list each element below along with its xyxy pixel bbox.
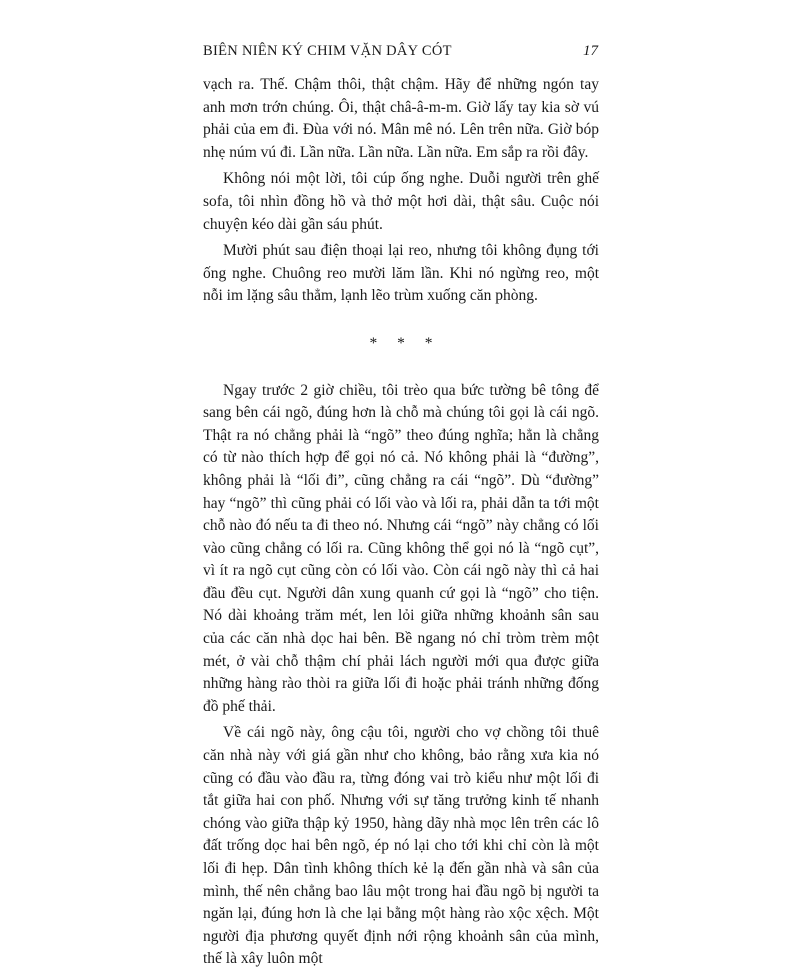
paragraph: vạch ra. Thế. Chậm thôi, thật chậm. Hãy để những ngón tay anh mơn trớn chúng. Ôi, thật châ-â-m-m. Giờ lấy tay kia sờ vú phải của em đi. Đùa với nó. Mân mê nó. Lên trên nữa. Giờ bóp nhẹ núm vú đi. Lần nữa. Lần nữa. Lần nữa. Em sắp ra rồi đây.: [203, 76, 599, 161]
book-title-header: BIÊN NIÊN KÝ CHIM VẶN DÂY CÓT: [203, 43, 452, 59]
body-text: [203, 74, 599, 971]
paragraph: Về cái ngõ này, ông cậu tôi, người cho vợ chồng tôi thuê căn nhà này với giá gần như cho không, bảo rằng xưa kia nó cũng có đầu vào đầu ra, từng đóng vai trò kiểu như một lối đi tắt giữa hai con phố. Nhưng với sự tăng trưởng kinh tế nhanh chóng vào giữa thập kỷ 1950, hàng dãy nhà mọc lên trên các lô đất trống dọc hai bên ngõ, ép nó lại cho tới khi chỉ còn là một lối đi hẹp. Dân tình không thích kẻ lạ đến gần nhà và sân của mình, thế nên chẳng bao lâu một trong hai đầu ngõ bị người ta ngăn lại, đúng hơn là che lại bằng một hàng rào xộc xệch. Một người địa phương quyết định nới rộng khoảnh sân của mình, thế là xây luôn một: [203, 724, 599, 968]
paragraph: Không nói một lời, tôi cúp ống nghe. Duỗi người trên ghế sofa, tôi nhìn đồng hồ và thở một hơi dài, thật sâu. Cuộc nói chuyện kéo dài gần sáu phút.: [203, 170, 599, 233]
scene-break: * * *: [369, 334, 441, 352]
paragraph: Ngay trước 2 giờ chiều, tôi trèo qua bức tường bê tông để sang bên cái ngõ, đúng hơn là chỗ mà chúng tôi gọi là cái ngõ. Thật ra nó chẳng phải là “ngõ” theo đúng nghĩa; hẳn là chẳng có từ nào thích hợp để gọi nó cả. Nó không phải là “đường”, không phải là “lối đi”, cũng chẳng ra cái “ngõ”. Dù “đường” hay “ngõ” thì cũng phải có lối vào và lối ra, phải dẫn ta tới một chỗ nào đó nếu ta đi theo nó. Nhưng cái “ngõ” này chẳng có lối vào cũng chẳng có lối ra. Cũng không thể gọi nó là “ngõ cụt”, vì ít ra ngõ cụt cũng còn có lối vào. Còn cái ngõ này thì cả hai đầu đều cụt. Người dân xung quanh cứ gọi là “ngõ” cho tiện. Nó dài khoảng trăm mét, len lỏi giữa những khoảnh sân sau của các căn nhà dọc hai bên. Bề ngang nó chỉ tròm trèm một mét, ở vài chỗ thậm chí phải lách người mới qua được giữa những hàng rào thòi ra giữa lối đi hoặc phải tránh những đống đồ phế thải.: [203, 381, 599, 715]
running-header: [203, 43, 598, 60]
page-number: 17: [583, 43, 598, 59]
paragraph: Mười phút sau điện thoại lại reo, nhưng tôi không đụng tới ống nghe. Chuông reo mười lăm lần. Khi nó ngừng reo, một nỗi im lặng sâu thẳm, lạnh lẽo trùm xuống căn phòng.: [203, 242, 599, 305]
